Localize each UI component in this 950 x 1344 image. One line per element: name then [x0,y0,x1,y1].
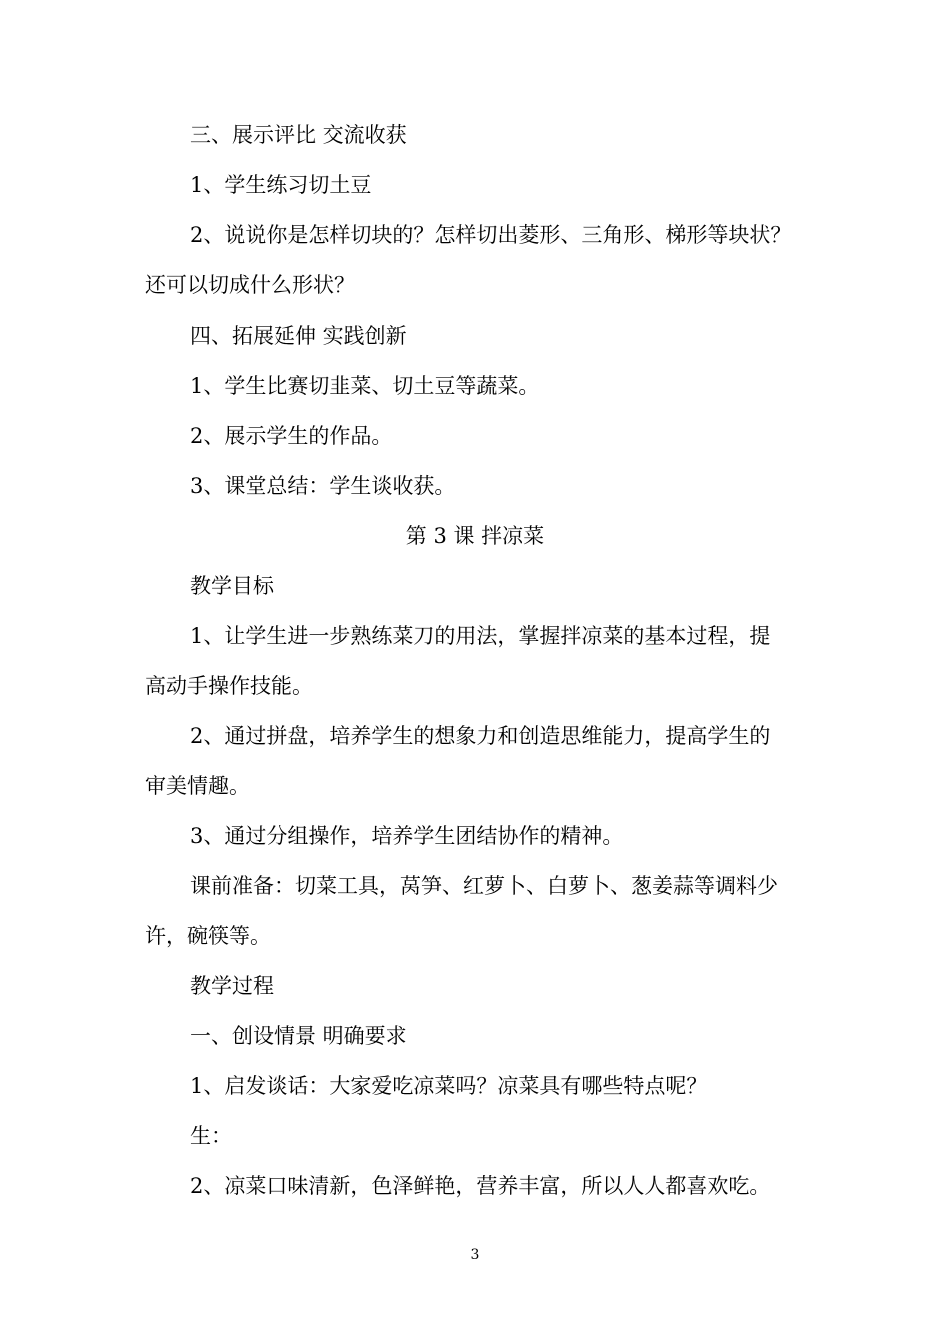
paragraph: 3、课堂总结：学生谈收获。 [190,474,456,498]
subheading-objectives: 教学目标 [190,574,274,598]
section-heading-1: 一、创设情景 明确要求 [190,1024,407,1048]
paragraph: 2、通过拼盘，培养学生的想象力和创造思维能力，提高学生的 [190,724,771,748]
paragraph-continuation: 还可以切成什么形状？ [145,273,355,297]
paragraph-continuation: 许，碗筷等。 [145,924,271,948]
paragraph: 2、凉菜口味清新，色泽鲜艳，营养丰富，所以人人都喜欢吃。 [190,1174,771,1198]
section-heading-3: 三、展示评比 交流收获 [190,123,407,147]
paragraph: 1、学生比赛切韭菜、切土豆等蔬菜。 [190,374,540,398]
paragraph-continuation: 审美情趣。 [145,774,250,798]
paragraph: 生： [190,1124,232,1148]
paragraph: 课前准备：切菜工具，莴笋、红萝卜、白萝卜、葱姜蒜等调料少 [190,874,778,898]
paragraph: 2、展示学生的作品。 [190,424,393,448]
subheading-process: 教学过程 [190,974,274,998]
paragraph: 1、启发谈话：大家爱吃凉菜吗？凉菜具有哪些特点呢？ [190,1074,708,1098]
lesson-title: 第 3 课 拌凉菜 [405,524,545,548]
paragraph: 1、学生练习切土豆 [190,173,372,197]
paragraph: 1、让学生进一步熟练菜刀的用法，掌握拌凉菜的基本过程，提 [190,624,771,648]
section-heading-4: 四、拓展延伸 实践创新 [190,324,407,348]
paragraph: 2、说说你是怎样切块的？怎样切出菱形、三角形、梯形等块状？ [190,223,792,247]
page-number: 3 [470,1247,480,1263]
paragraph: 3、通过分组操作，培养学生团结协作的精神。 [190,824,624,848]
paragraph-continuation: 高动手操作技能。 [145,674,313,698]
